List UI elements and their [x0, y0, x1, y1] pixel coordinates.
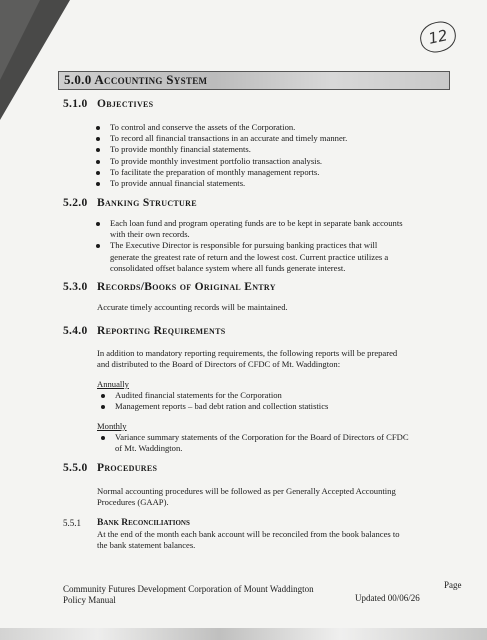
heading-reporting	[63, 325, 226, 337]
heading-number: 5.2.0	[63, 197, 88, 209]
heading-records	[63, 281, 276, 293]
list-line: with their own records.	[110, 229, 190, 240]
records-text: Accurate timely accounting records will be maintained.	[97, 302, 288, 312]
heading-number: 5.1.0	[63, 98, 88, 110]
list-line: generate the greatest rate of return and the lowest cost. Current practice utilizes a	[110, 251, 389, 262]
footer-page-label: Page	[444, 580, 462, 590]
list-item	[96, 240, 403, 274]
list-item: Audited financial statements for the Corporation	[101, 390, 328, 401]
procedures-text-line: Procedures (GAAP).	[97, 497, 169, 507]
heading-number: 5.5.0	[63, 462, 88, 474]
reporting-text-line: In addition to mandatory reporting requirements, the following reports will be prepared	[97, 348, 398, 358]
banking-list	[96, 218, 403, 274]
list-line: The Executive Director is responsible for pursuing banking practices that will	[110, 240, 378, 251]
heading-text: Reporting Requirements	[97, 325, 226, 337]
list-line: consolidated offset balance system where all funds generate interest.	[110, 262, 346, 273]
subsection-number: 5.5.1	[63, 518, 81, 528]
monthly-list	[101, 432, 409, 454]
handwritten-page-number: 12	[417, 19, 458, 56]
footer-updated: Updated 00/06/26	[355, 593, 420, 603]
procedures-text-line: Normal accounting procedures will be followed as per Generally Accepted Accounting	[97, 486, 396, 496]
scan-corner-shadow-inner	[0, 0, 40, 80]
list-item: To provide monthly investment portfolio transaction analysis.	[96, 156, 347, 167]
objectives-list	[96, 122, 347, 189]
section-title: 5.0.0 Accounting System	[64, 72, 208, 87]
heading-number: 5.3.0	[63, 281, 88, 293]
list-line: of Mt. Waddington.	[115, 443, 183, 454]
list-item: Management reports – bad debt ration and collection statistics	[101, 401, 328, 412]
list-item: To record all financial transactions in an accurate and timely manner.	[96, 133, 347, 144]
list-line: Each loan fund and program operating funds are to be kept in separate bank accounts	[110, 218, 403, 228]
subsection-title: Bank Reconciliations	[97, 518, 190, 528]
list-line: Variance summary statements of the Corporation for the Board of Directors of CFDC	[115, 432, 409, 442]
heading-number: 5.4.0	[63, 325, 88, 337]
reconciliation-text-line: At the end of the month each bank account will be reconciled from the book balances to	[97, 529, 400, 539]
heading-text: Records/Books of Original Entry	[97, 281, 276, 293]
annually-label: Annually	[97, 379, 129, 389]
list-item: To provide annual financial statements.	[96, 178, 347, 189]
list-item	[101, 432, 409, 454]
list-item	[96, 218, 403, 240]
footer-manual: Policy Manual	[63, 595, 116, 605]
annually-list	[101, 390, 328, 412]
heading-banking-structure	[63, 197, 197, 209]
heading-objectives	[63, 98, 153, 110]
monthly-label: Monthly	[97, 421, 127, 431]
heading-text: Procedures	[97, 462, 158, 474]
heading-text: Objectives	[97, 98, 154, 110]
section-header-bar	[58, 71, 450, 90]
reconciliation-text-line: the bank statement balances.	[97, 540, 196, 550]
footer-org: Community Futures Development Corporation of Mount Waddington	[63, 584, 314, 594]
scan-bottom-edge	[0, 628, 487, 640]
heading-text: Banking Structure	[97, 197, 197, 209]
reporting-text-line: and distributed to the Board of Directors of CFDC of Mt. Waddington:	[97, 359, 341, 369]
heading-procedures	[63, 462, 157, 474]
list-item: To provide monthly financial statements.	[96, 144, 347, 155]
list-item: To control and conserve the assets of the Corporation.	[96, 122, 347, 133]
list-item: To facilitate the preparation of monthly management reports.	[96, 167, 347, 178]
